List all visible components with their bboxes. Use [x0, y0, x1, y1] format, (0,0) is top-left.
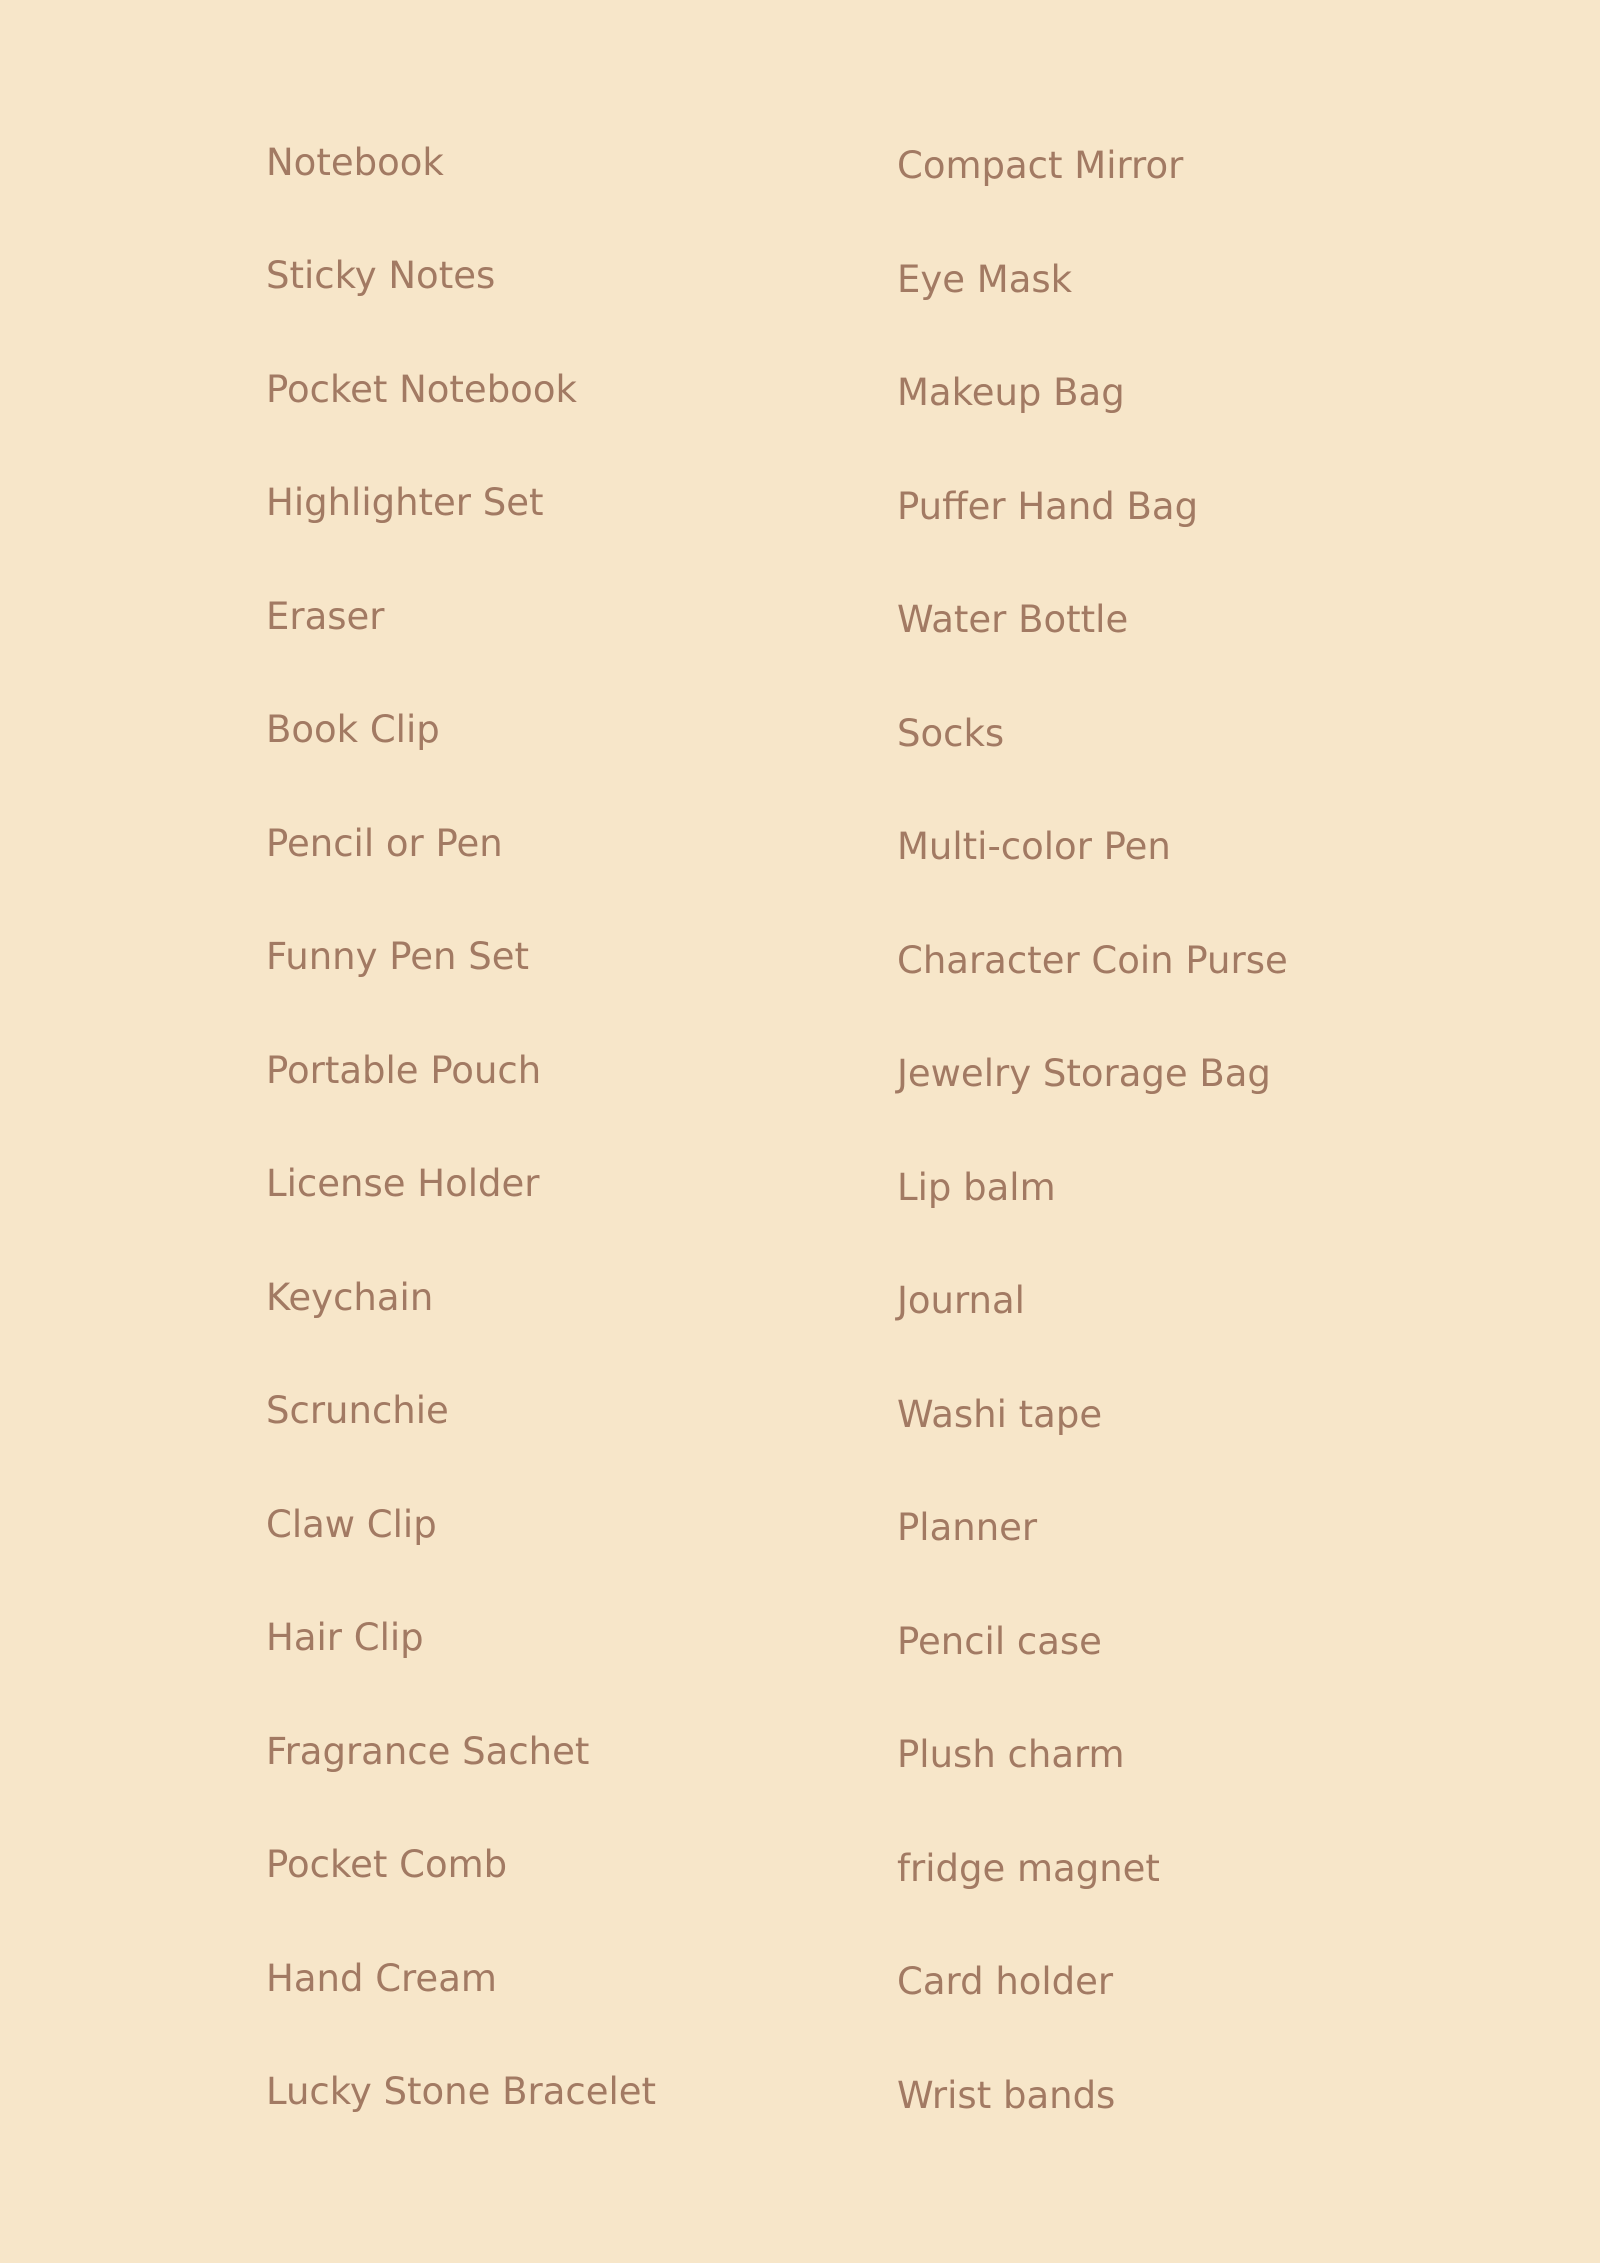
list-item: fridge magnet: [897, 1847, 1160, 1890]
list-item: Pencil case: [897, 1620, 1102, 1663]
list-item: Scrunchie: [266, 1389, 449, 1432]
list-item: Wrist bands: [897, 2074, 1116, 2117]
list-item: Water Bottle: [897, 598, 1129, 641]
list-item: Character Coin Purse: [897, 939, 1288, 982]
list-item: Compact Mirror: [897, 144, 1184, 187]
list-item: Pencil or Pen: [266, 822, 503, 865]
list-item: Lucky Stone Bracelet: [266, 2070, 657, 2113]
list-item: Highlighter Set: [266, 481, 544, 524]
list-item: Lip balm: [897, 1166, 1056, 1209]
list-item: License Holder: [266, 1162, 540, 1205]
list-item: Book Clip: [266, 708, 440, 751]
list-item: Hair Clip: [266, 1616, 424, 1659]
list-item: Pocket Comb: [266, 1843, 508, 1886]
list-item: Socks: [897, 712, 1005, 755]
list-item: Puffer Hand Bag: [897, 485, 1199, 528]
list-item: Washi tape: [897, 1393, 1103, 1436]
list-item: Eraser: [266, 595, 385, 638]
list-item: Journal: [897, 1279, 1025, 1322]
list-item: Eye Mask: [897, 258, 1073, 301]
list-item: Hand Cream: [266, 1957, 497, 2000]
list-item: Planner: [897, 1506, 1038, 1549]
list-item: Pocket Notebook: [266, 368, 577, 411]
list-item: Portable Pouch: [266, 1049, 542, 1092]
list-item: Jewelry Storage Bag: [897, 1052, 1271, 1095]
list-item: Sticky Notes: [266, 254, 496, 297]
list-item: Fragrance Sachet: [266, 1730, 590, 1773]
list-item: Card holder: [897, 1960, 1114, 2003]
list-item: Funny Pen Set: [266, 935, 529, 978]
list-item: Multi-color Pen: [897, 825, 1171, 868]
list-item: Notebook: [266, 141, 444, 184]
list-item: Makeup Bag: [897, 371, 1125, 414]
list-item: Claw Clip: [266, 1503, 437, 1546]
list-item: Plush charm: [897, 1733, 1125, 1776]
list-item: Keychain: [266, 1276, 434, 1319]
